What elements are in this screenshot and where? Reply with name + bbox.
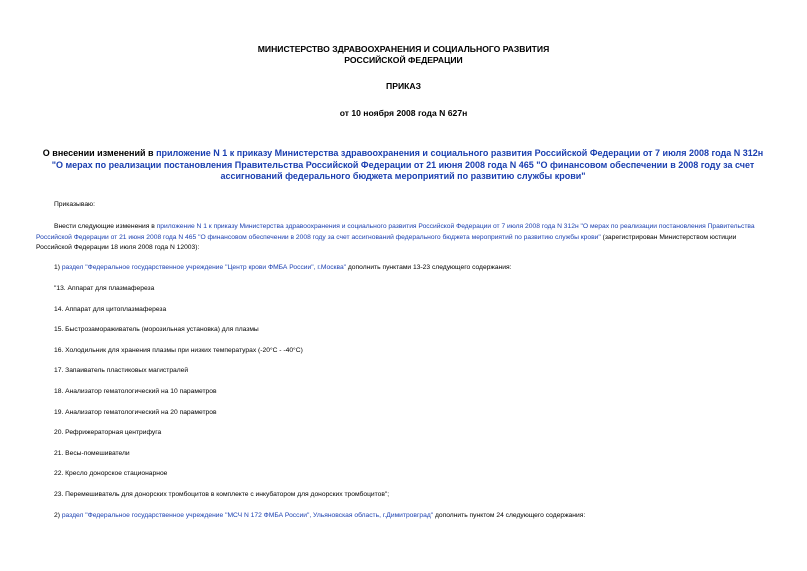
list-item: 14. Аппарат для цитоплазмафереза (54, 306, 167, 313)
doc-title (36, 148, 770, 183)
list-item: 18. Анализатор гематологический на 10 параметров (54, 388, 217, 395)
intro-suffix: (зарегистрирован Министерством юстиции Российской Федерации 18 июля 2008 года N 12003): (36, 233, 737, 251)
list-item: 21. Весы-помешиватели (54, 450, 130, 457)
list-item: 19. Анализатор гематологический на 20 параметров (54, 409, 217, 416)
list-item: 16. Холодильник для хранения плазмы при низких температурах (-20°С - -40°С) (54, 347, 303, 354)
item-1-link[interactable]: раздел "Федеральное государственное учреждение "Центр крови ФМБА России", г.Москва" (61, 264, 347, 271)
list-item: 22. Кресло донорское стационарное (54, 470, 168, 477)
list-item: 17. Запаиватель пластиковых магистралей (54, 367, 189, 374)
ministry-line-1: МИНИСТЕРСТВО ЗДРАВООХРАНЕНИЯ И СОЦИАЛЬНОГО РАЗВИТИЯ (257, 44, 550, 54)
ministry-line-2: РОССИЙСКОЙ ФЕДЕРАЦИИ (344, 55, 463, 65)
intro-paragraph (36, 222, 772, 254)
list-item: 23. Перемешиватель для донорских тромбоцитов в комплекте с инкубатором для донорских тромбоцитов"; (54, 491, 390, 498)
item-1-suffix: дополнить пунктами 13-23 следующего содержания: (346, 264, 512, 271)
doc-type: ПРИКАЗ (386, 81, 421, 91)
title-prefix: О внесении изменений в (42, 148, 157, 158)
list-item: 15. Быстрозамораживатель (морозильная установка) для плазмы (54, 326, 259, 333)
list-item: 20. Рефрижераторная центрифуга (54, 429, 162, 436)
intro-link[interactable]: приложение N 1 к приказу Министерства здравоохранения и социального развития Российской Федерации от 7 июля 2008 года N 312н "О мерах по реализации постановления Правительства Российской Федерации от 21 июня 2008 года N 465 "О финансовом обеспечении в 2008 году за счет ассигнований федерального бюджета мероприятий по развитию службы крови" (36, 223, 755, 241)
item-2 (54, 511, 585, 522)
list-item: "13. Аппарат для плазмафереза (54, 285, 155, 292)
item-2-link[interactable]: раздел "Федеральное государственное учреждение "МСЧ N 172 ФМБА России", Ульяновская область, г.Димитровград" (61, 512, 434, 519)
intro-prefix: Внести следующие изменения в (54, 223, 157, 230)
doc-date: от 10 ноября 2008 года N 627н (339, 108, 468, 118)
item-2-number: 2) (54, 512, 62, 519)
item-1-number: 1) (54, 264, 62, 271)
item-2-suffix: дополнить пунктом 24 следующего содержания: (433, 512, 586, 519)
title-link[interactable]: приложение N 1 к приказу Министерства здравоохранения и социального развития Российской Федерации от 7 июля 2008 года N 312н "О мерах по реализации постановления Правительства Российской Федерации от 21 июня 2008 года N 465 "О финансовом обеспечении в 2008 году за счет ассигнований федерального бюджета мероприятий по развитию службы крови" (51, 148, 764, 181)
order-word: Приказываю: (54, 201, 95, 208)
item-1 (54, 263, 512, 274)
